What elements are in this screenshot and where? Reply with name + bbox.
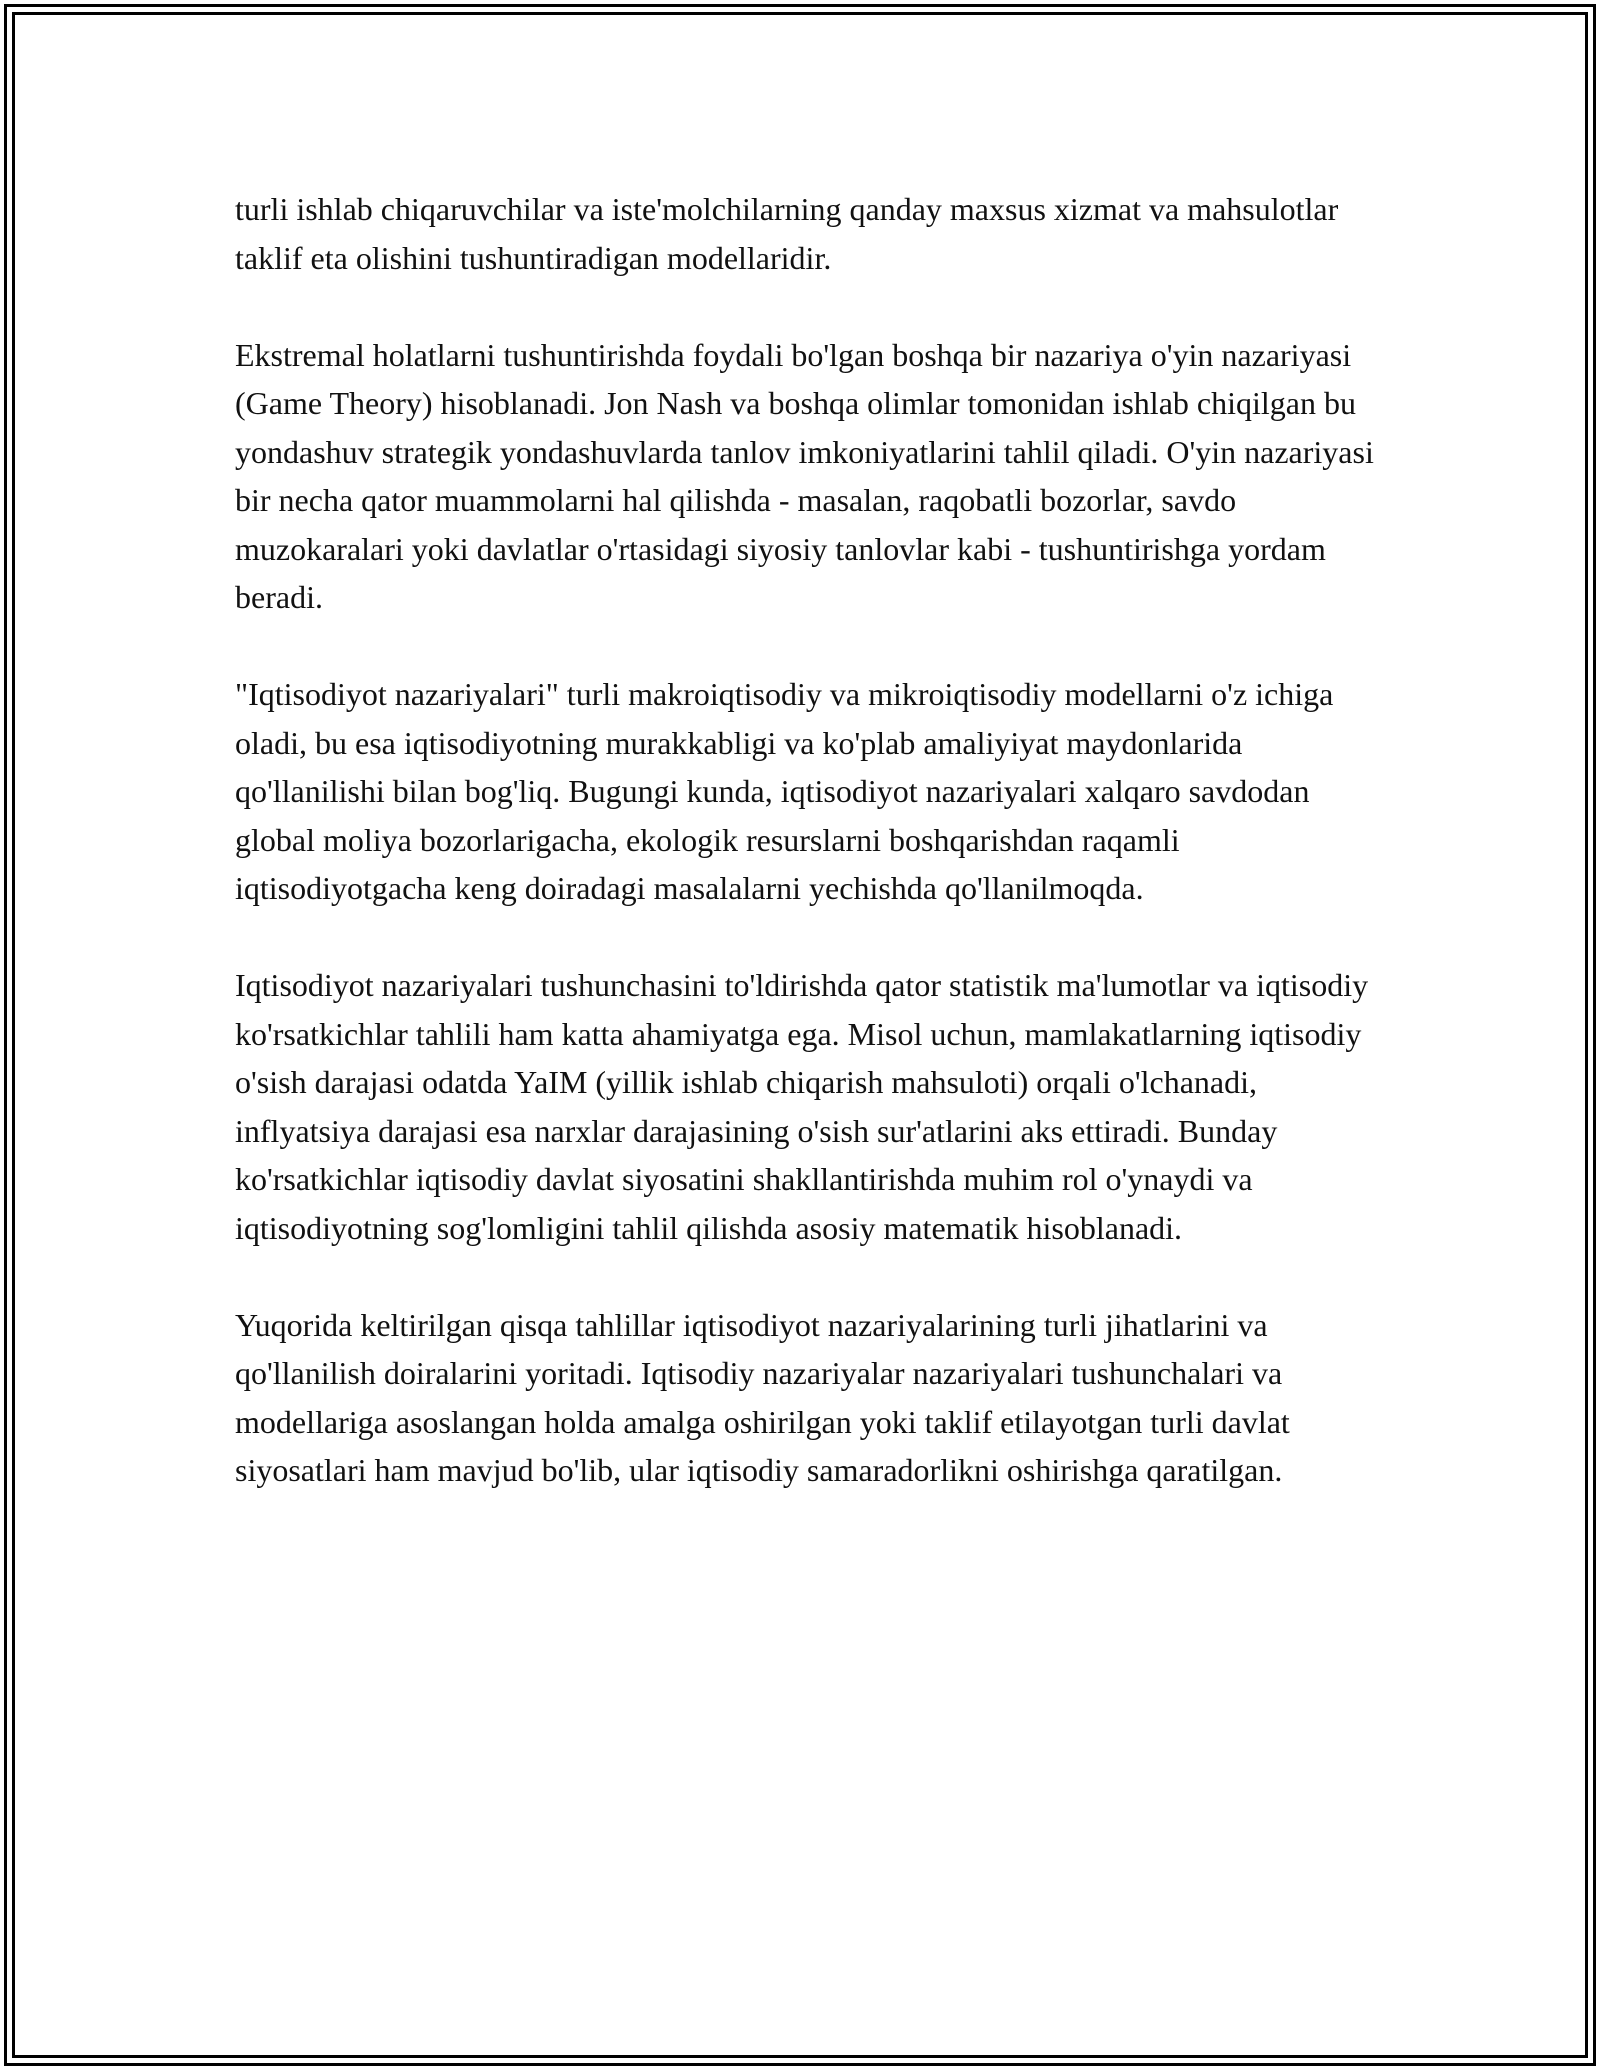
paragraph-4: Iqtisodiyot nazariyalari tushunchasini to'ldirishda qator statistik ma'lumotlar va iqtisodiy ko'rsatkichlar tahlili ham katta ahamiyatga ega. Misol uchun, mamlakatlarning iqtisodiy o'sish darajasi odatda YaIM (yillik ishlab chiqarish mahsuloti) orqali o'lchanadi, inflyatsiya darajasi esa narxlar darajasining o'sish sur'atlarini aks ettiradi. Bunday ko'rsatkichlar iqtisodiy davlat siyosatini shakllantirishda muhim rol o'ynaydi va iqtisodiyotning sog'lomligini tahlil qilishda asosiy matematik hisoblanadi. <box>235 967 1369 1246</box>
paragraph-5: Yuqorida keltirilgan qisqa tahlillar iqtisodiyot nazariyalarining turli jihatlarini va qo'llanilish doiralarini yoritadi. Iqtisodiy nazariyalar nazariyalari tushunchalari va modellariga asoslangan holda amalga oshirilgan yoki taklif etilayotgan turli davlat siyosatlari ham mavjud bo'lib, ular iqtisodiy samaradorlikni oshirishga qaratilgan. <box>235 1306 1290 1488</box>
paragraph-3: "Iqtisodiyot nazariyalari" turli makroiqtisodiy va mikroiqtisodiy modellarni o'z ichiga oladi, bu esa iqtisodiyotning murakkabligi va ko'plab amaliyiyat maydonlarida qo'llanilishi bilan bog'liq. Bugungi kunda, iqtisodiyot nazariyalari xalqaro savdodan global moliya bozorlarigacha, ekologik resurslarni boshqarishdan raqamli iqtisodiyotgacha keng doiradagi masalalarni yechishda qo'llanilmoqda. <box>235 676 1334 906</box>
paragraph-1: turli ishlab chiqaruvchilar va iste'molchilarning qanday maxsus xizmat va mahsulotlar taklif eta olishini tushuntiradigan modellaridir. <box>235 191 1339 276</box>
paragraph-2: Ekstremal holatlarni tushuntirishda foydali bo'lgan boshqa bir nazariya o'yin nazariyasi (Game Theory) hisoblanadi. Jon Nash va boshqa olimlar tomonidan ishlab chiqilgan bu yondashuv strategik yondashuvlarda tanlov imkoniyatlarini tahlil qiladi. O'yin nazariyasi bir necha qator muammolarni hal qilishda - masalan, raqobatli bozorlar, savdo muzokaralari yoki davlatlar o'rtasidagi siyosiy tanlovlar kabi - tushuntirishga yordam beradi. <box>235 336 1374 615</box>
document-body <box>235 185 1375 1543</box>
